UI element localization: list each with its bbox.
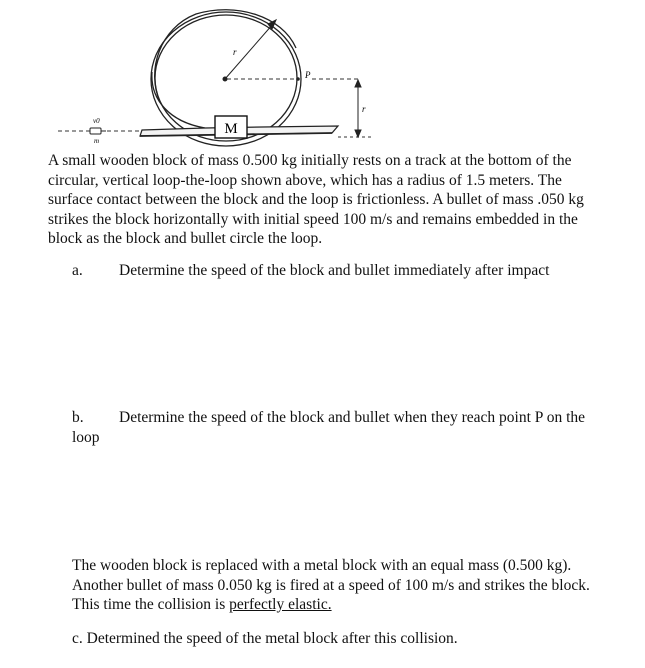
block-m-label: M	[224, 121, 238, 137]
radius-arrow	[223, 20, 276, 81]
question-b	[72, 408, 592, 447]
bullet-mass-label: m	[94, 137, 100, 145]
bullet	[90, 128, 106, 134]
question-a	[72, 261, 592, 281]
perfectly-elastic-underlined: perfectly elastic.	[229, 596, 332, 613]
height-label: r	[362, 104, 366, 114]
point-p-label: P	[305, 70, 311, 80]
question-c: c. Determined the speed of the metal block after this collision.	[72, 630, 458, 647]
question-b-label: b.	[72, 409, 84, 426]
metal-block-scenario	[72, 556, 597, 615]
question-a-label: a.	[72, 262, 83, 279]
question-b-text: Determine the speed of the block and bullet when they reach point P on the loop	[72, 409, 586, 446]
loop-the-loop-diagram	[0, 0, 645, 150]
radius-label: r	[233, 47, 237, 57]
point-p-marker	[296, 77, 300, 81]
bullet-speed-label: v0	[93, 117, 100, 125]
metal-text: The wooden block is replaced with a metal block with an equal mass (0.500 kg). Another bullet of mass 0.050 kg is fired at a speed of 100 m/s and strikes the block. This time the collision is	[72, 557, 590, 613]
question-a-text: Determine the speed of the block and bullet immediately after impact	[119, 262, 550, 279]
problem-intro: A small wooden block of mass 0.500 kg initially rests on a track at the bottom of the circular, vertical loop-the-loop shown above, which has a radius of 1.5 meters. The surface contact between the block and the loop is frictionless. A bullet of mass .050 kg strikes the block horizontally with initial speed 100 m/s and remains embedded in the block as the block and bullet circle the loop.	[48, 152, 584, 247]
height-arrow	[355, 80, 361, 137]
